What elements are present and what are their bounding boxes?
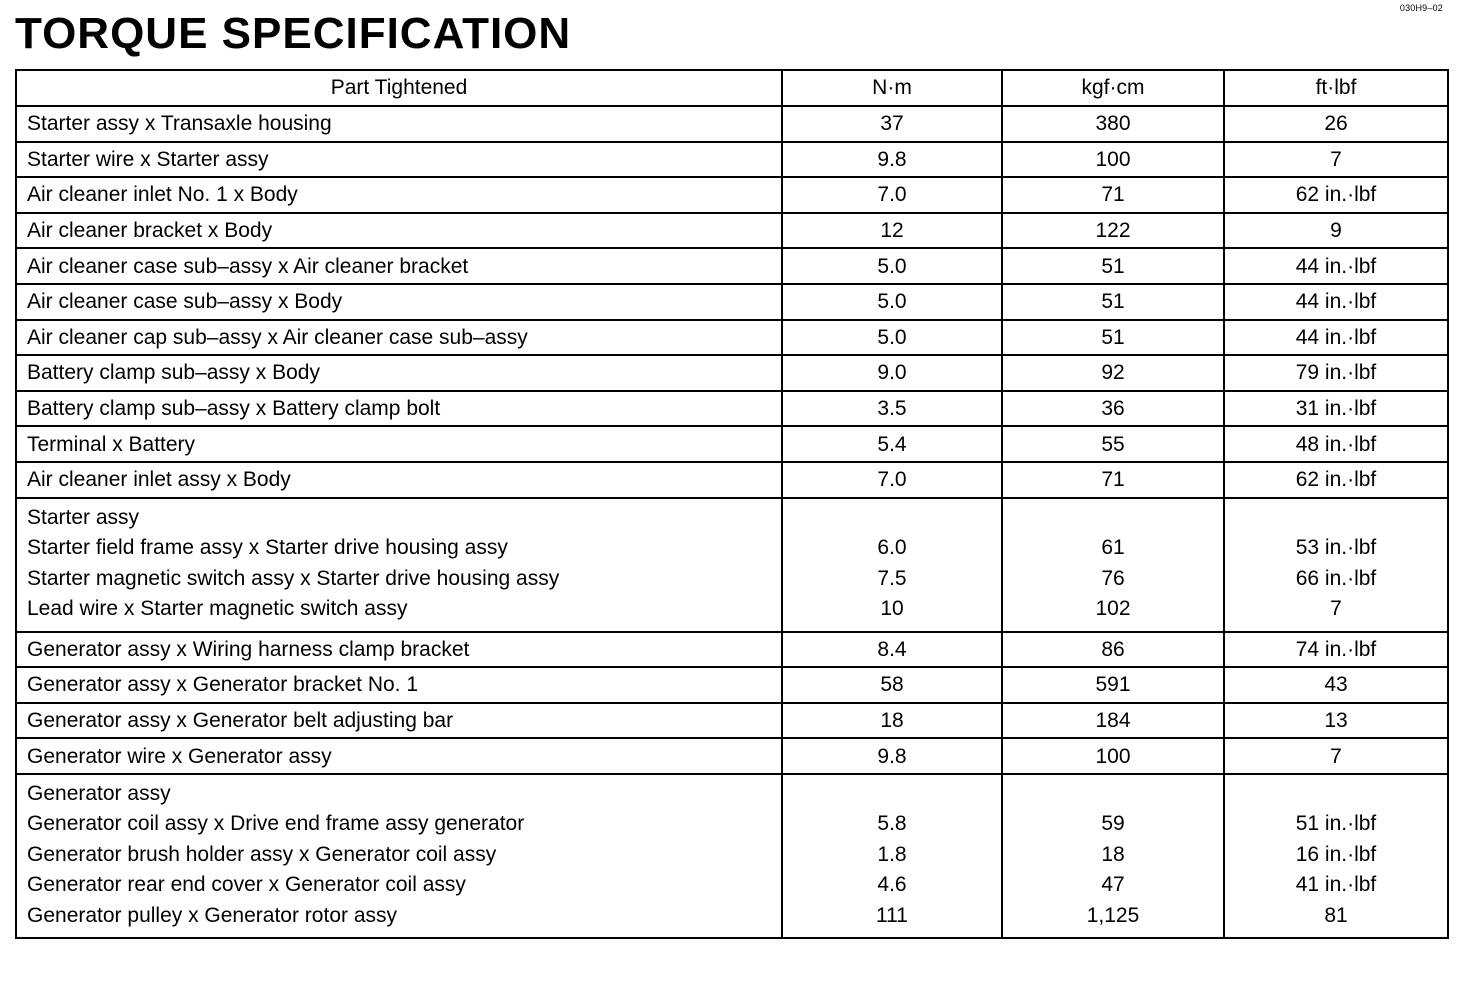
ftlbf-cell-line: 51 in.·lbf (1295, 812, 1377, 836)
part-cell-line: Starter magnetic switch assy x Starter drive housing assy (27, 566, 560, 590)
part-cell-text: Terminal x Battery (27, 432, 196, 456)
ftlbf-cell (1224, 248, 1448, 284)
nm-cell (782, 106, 1002, 142)
nm-cell-text: 9.8 (877, 744, 907, 768)
kgfcm-cell-text: 122 (1095, 219, 1131, 243)
table-row (16, 320, 1448, 356)
ftlbf-cell (1224, 391, 1448, 427)
part-cell (16, 106, 782, 142)
nm-cell-text: 9.0 (877, 361, 907, 385)
kgfcm-cell (1002, 462, 1224, 498)
table-row (16, 667, 1448, 703)
ftlbf-cell (1224, 106, 1448, 142)
nm-cell (782, 462, 1002, 498)
part-cell-text: Battery clamp sub–assy x Body (27, 361, 320, 385)
ftlbf-cell (1224, 213, 1448, 249)
ftlbf-cell (1224, 632, 1448, 668)
part-cell-text: Generator wire x Generator assy (27, 744, 332, 768)
part-cell-text: Generator assy x Generator belt adjusting bar (27, 709, 454, 733)
nm-cell (782, 703, 1002, 739)
ftlbf-cell (1224, 498, 1448, 632)
ftlbf-cell (1224, 355, 1448, 391)
nm-cell (782, 320, 1002, 356)
part-cell-text: Air cleaner bracket x Body (27, 219, 273, 243)
part-cell (16, 213, 782, 249)
kgfcm-cell-text: 71 (1101, 468, 1125, 492)
column-header-part: Part Tightened (16, 70, 782, 106)
part-cell-text: Air cleaner case sub–assy x Body (27, 290, 343, 314)
part-cell-text: Starter assy x Transaxle housing (27, 112, 332, 136)
kgfcm-cell-text: 71 (1101, 183, 1125, 207)
ftlbf-cell-line: 66 in.·lbf (1295, 566, 1377, 590)
nm-cell-text: 5.0 (877, 325, 907, 349)
ftlbf-cell-text: 62 in.·lbf (1295, 183, 1377, 207)
kgfcm-cell-line: 61 (1101, 536, 1125, 560)
ftlbf-cell-text: 7 (1330, 744, 1342, 768)
part-cell (16, 426, 782, 462)
torque-table (15, 69, 1449, 939)
nm-cell (782, 142, 1002, 178)
ftlbf-cell-line: 16 in.·lbf (1295, 842, 1377, 866)
nm-cell-text: 3.5 (877, 397, 907, 421)
kgfcm-cell (1002, 667, 1224, 703)
table-row (16, 738, 1448, 774)
part-cell-line: Starter field frame assy x Starter drive housing assy (27, 536, 508, 560)
kgfcm-cell-text: 100 (1095, 147, 1131, 171)
part-cell (16, 355, 782, 391)
nm-cell-text: 58 (880, 673, 904, 697)
kgfcm-cell-line: 1,125 (1086, 903, 1140, 927)
nm-cell (782, 213, 1002, 249)
kgfcm-cell-line: 47 (1101, 873, 1125, 897)
part-cell (16, 284, 782, 320)
ftlbf-cell (1224, 667, 1448, 703)
ftlbf-cell-line: 53 in.·lbf (1295, 536, 1377, 560)
part-cell (16, 498, 782, 632)
group-heading-spacer (793, 779, 991, 810)
ftlbf-cell-text: 79 in.·lbf (1295, 361, 1377, 385)
nm-cell (782, 177, 1002, 213)
ftlbf-cell (1224, 177, 1448, 213)
nm-cell (782, 774, 1002, 939)
part-cell-line: Generator pulley x Generator rotor assy (27, 903, 398, 927)
nm-cell (782, 284, 1002, 320)
ftlbf-cell (1224, 142, 1448, 178)
nm-cell-text: 5.4 (877, 432, 907, 456)
part-cell-line: Lead wire x Starter magnetic switch assy (27, 597, 408, 621)
kgfcm-cell-text: 51 (1101, 290, 1125, 314)
ftlbf-cell-text: 26 (1324, 112, 1348, 136)
ftlbf-cell (1224, 320, 1448, 356)
column-header-kgfcm: kgf·cm (1002, 70, 1224, 106)
ftlbf-cell (1224, 774, 1448, 939)
column-header-ftlbf: ft·lbf (1224, 70, 1448, 106)
kgfcm-cell-text: 36 (1101, 397, 1125, 421)
part-cell-line: Generator coil assy x Drive end frame assy generator (27, 812, 525, 836)
nm-cell-line: 111 (876, 903, 908, 927)
nm-cell-text: 18 (880, 709, 904, 733)
part-cell-text: Generator assy x Wiring harness clamp bracket (27, 637, 470, 661)
group-heading-spacer (1013, 503, 1213, 534)
table-row (16, 284, 1448, 320)
kgfcm-cell-text: 184 (1095, 709, 1131, 733)
ftlbf-cell-line: 81 (1324, 903, 1348, 927)
table-row (16, 426, 1448, 462)
ftlbf-cell-text: 74 in.·lbf (1295, 637, 1377, 661)
kgfcm-cell (1002, 248, 1224, 284)
kgfcm-cell-text: 380 (1095, 112, 1131, 136)
kgfcm-cell (1002, 284, 1224, 320)
nm-cell (782, 667, 1002, 703)
nm-cell (782, 738, 1002, 774)
table-row (16, 106, 1448, 142)
ftlbf-cell-text: 43 (1324, 673, 1348, 697)
nm-cell (782, 355, 1002, 391)
kgfcm-cell-text: 591 (1095, 673, 1131, 697)
nm-cell (782, 391, 1002, 427)
kgfcm-cell-text: 55 (1101, 432, 1125, 456)
kgfcm-cell (1002, 142, 1224, 178)
nm-cell-text: 7.0 (877, 183, 907, 207)
nm-cell-line: 7.5 (877, 566, 907, 590)
table-row (16, 462, 1448, 498)
ftlbf-cell-text: 13 (1324, 709, 1348, 733)
kgfcm-cell-line: 76 (1101, 566, 1125, 590)
part-cell-text: Air cleaner inlet assy x Body (27, 468, 291, 492)
table-row (16, 355, 1448, 391)
ftlbf-cell (1224, 284, 1448, 320)
kgfcm-cell-text: 51 (1101, 254, 1125, 278)
kgfcm-cell (1002, 498, 1224, 632)
nm-cell-text: 12 (880, 219, 904, 243)
part-cell (16, 320, 782, 356)
kgfcm-cell (1002, 426, 1224, 462)
kgfcm-cell (1002, 213, 1224, 249)
kgfcm-cell-text: 92 (1101, 361, 1125, 385)
kgfcm-cell (1002, 774, 1224, 939)
table-header-row (16, 70, 1448, 106)
ftlbf-cell-text: 9 (1330, 219, 1342, 243)
ftlbf-cell (1224, 462, 1448, 498)
ftlbf-cell-text: 31 in.·lbf (1295, 397, 1377, 421)
part-cell (16, 391, 782, 427)
part-cell-text: Air cleaner case sub–assy x Air cleaner bracket (27, 254, 469, 278)
kgfcm-cell (1002, 703, 1224, 739)
ftlbf-cell-text: 48 in.·lbf (1295, 432, 1377, 456)
group-heading-spacer (1013, 779, 1213, 810)
table-row (16, 703, 1448, 739)
part-cell (16, 738, 782, 774)
nm-cell-text: 5.0 (877, 290, 907, 314)
nm-cell (782, 632, 1002, 668)
table-row (16, 391, 1448, 427)
ftlbf-cell-text: 62 in.·lbf (1295, 468, 1377, 492)
part-cell (16, 462, 782, 498)
ftlbf-cell-text: 7 (1330, 147, 1342, 171)
nm-cell (782, 498, 1002, 632)
group-heading-spacer (1235, 779, 1437, 810)
kgfcm-cell (1002, 355, 1224, 391)
nm-cell-text: 5.0 (877, 254, 907, 278)
ftlbf-cell-line: 41 in.·lbf (1295, 873, 1377, 897)
kgfcm-cell-text: 51 (1101, 325, 1125, 349)
ftlbf-cell (1224, 738, 1448, 774)
part-cell (16, 177, 782, 213)
part-cell-text: Battery clamp sub–assy x Battery clamp bolt (27, 397, 441, 421)
group-heading-spacer (1235, 503, 1437, 534)
part-cell (16, 703, 782, 739)
ftlbf-cell-text: 44 in.·lbf (1295, 254, 1377, 278)
part-cell (16, 667, 782, 703)
ftlbf-cell-text: 44 in.·lbf (1295, 290, 1377, 314)
part-cell-text: Air cleaner inlet No. 1 x Body (27, 183, 298, 207)
nm-cell-line: 5.8 (877, 812, 907, 836)
ftlbf-cell (1224, 426, 1448, 462)
page-title: TORQUE SPECIFICATION (15, 9, 572, 58)
nm-cell-line: 10 (880, 597, 904, 621)
part-cell (16, 774, 782, 939)
table-row (16, 248, 1448, 284)
nm-cell (782, 248, 1002, 284)
kgfcm-cell (1002, 106, 1224, 142)
kgfcm-cell-text: 86 (1101, 637, 1125, 661)
kgfcm-cell-line: 59 (1101, 812, 1125, 836)
kgfcm-cell (1002, 632, 1224, 668)
group-heading-spacer (793, 503, 991, 534)
table-row (16, 632, 1448, 668)
part-cell-text: Generator assy x Generator bracket No. 1 (27, 673, 419, 697)
part-cell-text: Air cleaner cap sub–assy x Air cleaner case sub–assy (27, 325, 528, 349)
nm-cell-line: 4.6 (877, 873, 907, 897)
nm-cell-line: 6.0 (877, 536, 907, 560)
kgfcm-cell (1002, 391, 1224, 427)
group-heading: Generator assy (27, 781, 171, 805)
kgfcm-cell (1002, 320, 1224, 356)
part-cell (16, 142, 782, 178)
kgfcm-cell (1002, 738, 1224, 774)
nm-cell-text: 37 (880, 112, 904, 136)
part-cell (16, 248, 782, 284)
nm-cell-text: 8.4 (877, 637, 907, 661)
part-cell (16, 632, 782, 668)
part-cell-line: Generator brush holder assy x Generator coil assy (27, 842, 497, 866)
nm-cell-line: 1.8 (877, 842, 907, 866)
kgfcm-cell-line: 102 (1095, 597, 1131, 621)
table-row (16, 177, 1448, 213)
kgfcm-cell-line: 18 (1101, 842, 1125, 866)
nm-cell-text: 7.0 (877, 468, 907, 492)
ftlbf-cell (1224, 703, 1448, 739)
ftlbf-cell-line: 7 (1330, 597, 1342, 621)
table-group-row (16, 498, 1448, 632)
kgfcm-cell-text: 100 (1095, 744, 1131, 768)
column-header-nm: N·m (782, 70, 1002, 106)
table-row (16, 213, 1448, 249)
group-heading: Starter assy (27, 505, 140, 529)
nm-cell (782, 426, 1002, 462)
table-row (16, 142, 1448, 178)
kgfcm-cell (1002, 177, 1224, 213)
part-cell-line: Generator rear end cover x Generator coil assy (27, 873, 466, 897)
part-cell-text: Starter wire x Starter assy (27, 147, 269, 171)
table-group-row (16, 774, 1448, 939)
nm-cell-text: 9.8 (877, 147, 907, 171)
ftlbf-cell-text: 44 in.·lbf (1295, 325, 1377, 349)
document-code: 030H9–02 (1399, 3, 1443, 13)
